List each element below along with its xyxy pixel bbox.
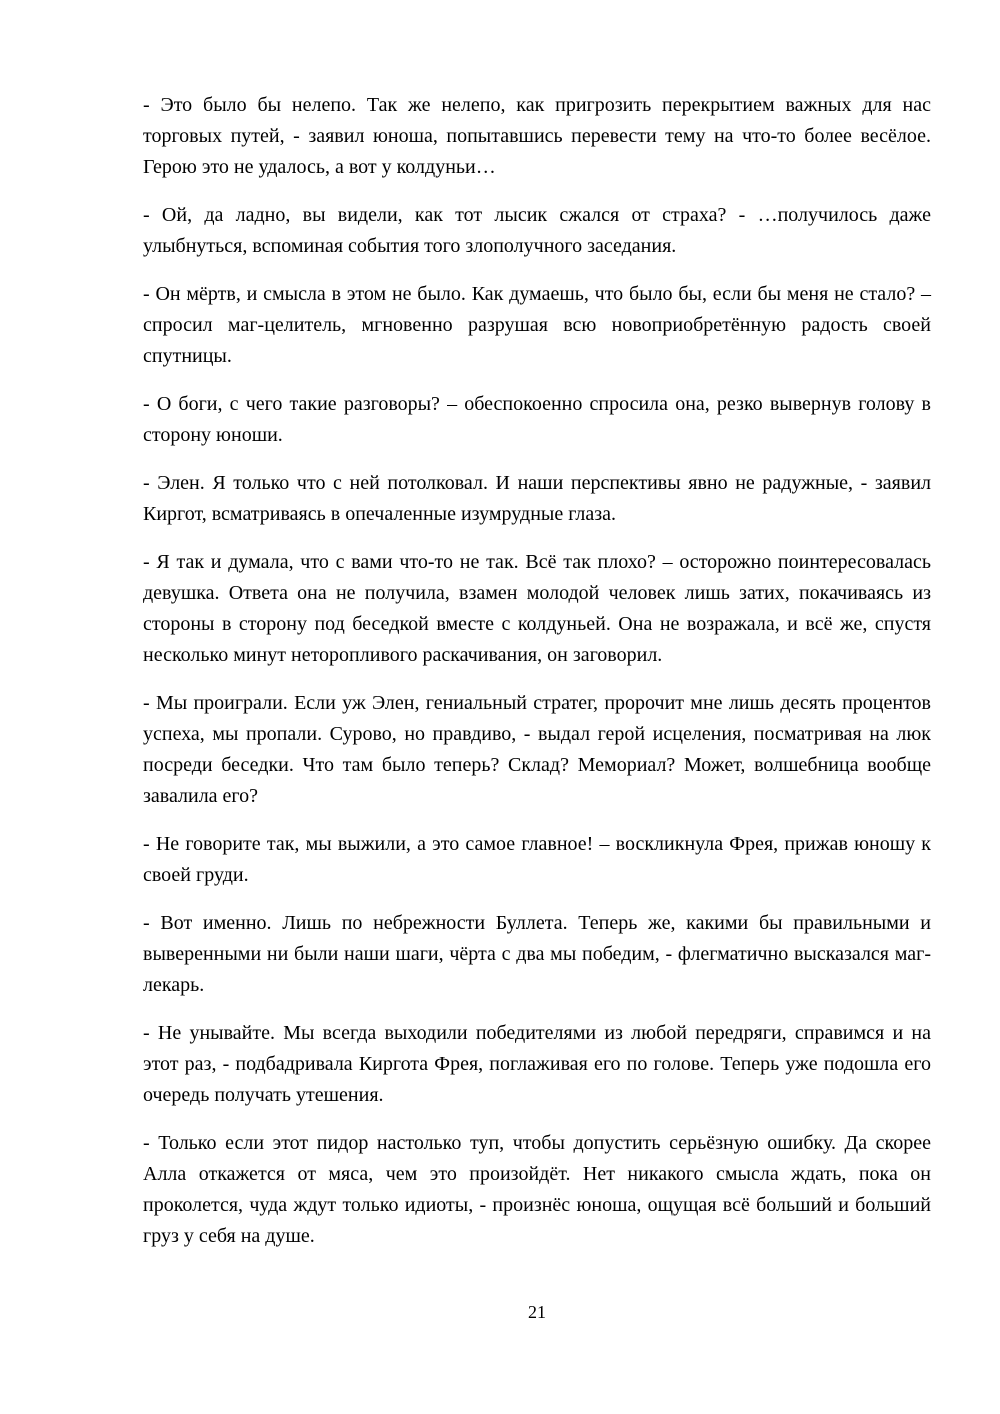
paragraph: - Он мёртв, и смысла в этом не было. Как думаешь, что было бы, если бы меня не стало? – спросил маг-целитель, мгновенно разрушая всю новоприобретённую радость своей спутницы.	[143, 283, 931, 367]
text-block	[143, 90, 931, 1269]
paragraph: - Ой, да ладно, вы видели, как тот лысик сжался от страха? - …получилось даже улыбнуться, вспоминая события того злополучного заседания.	[143, 204, 931, 257]
paragraph: - Мы проиграли. Если уж Элен, гениальный стратег, пророчит мне лишь десять процентов успеха, мы пропали. Сурово, но правдиво, - выдал герой исцеления, посматривая на люк посреди беседки. Что там было теперь? Склад? Мемориал? Может, волшебница вообще завалила его?	[143, 692, 931, 807]
paragraph: - Это было бы нелепо. Так же нелепо, как пригрозить перекрытием важных для нас торговых путей, - заявил юноша, попытавшись перевести тему на что-то более весёлое. Герою это не удалось, а вот у колдуньи…	[143, 94, 931, 178]
paragraph: - Вот именно. Лишь по небрежности Буллета. Теперь же, какими бы правильными и выверенными ни были наши шаги, чёрта с два мы победим, - флегматично высказался маг-лекарь.	[143, 912, 931, 996]
page-number: 21	[528, 1302, 546, 1322]
paragraph: - Элен. Я только что с ней потолковал. И наши перспективы явно не радужные, - заявил Киргот, всматриваясь в опечаленные изумрудные глаза.	[143, 472, 931, 525]
paragraph: - Не говорите так, мы выжили, а это самое главное! – воскликнула Фрея, прижав юношу к своей груди.	[143, 833, 931, 886]
paragraph: - Не унывайте. Мы всегда выходили победителями из любой передряги, справимся и на этот раз, - подбадривала Киргота Фрея, поглаживая его по голове. Теперь уже подошла его очередь получать утешения.	[143, 1022, 931, 1106]
paragraph: - Только если этот пидор настолько туп, чтобы допустить серьёзную ошибку. Да скорее Алла откажется от мяса, чем это произойдёт. Нет никакого смысла ждать, пока он проколется, чуда ждут только идиоты, - произнёс юноша, ощущая всё больший и больший груз у себя на душе.	[143, 1132, 931, 1247]
paragraph: - Я так и думала, что с вами что-то не так. Всё так плохо? – осторожно поинтересовалась девушка. Ответа она не получила, взамен молодой человек лишь затих, покачиваясь из стороны в сторону под беседкой вместе с колдуньей. Она не возражала, и всё же, спустя несколько минут неторопливого раскачивания, он заговорил.	[143, 551, 931, 666]
paragraph: - О боги, с чего такие разговоры? – обеспокоенно спросила она, резко вывернув голову в сторону юноши.	[143, 393, 931, 446]
